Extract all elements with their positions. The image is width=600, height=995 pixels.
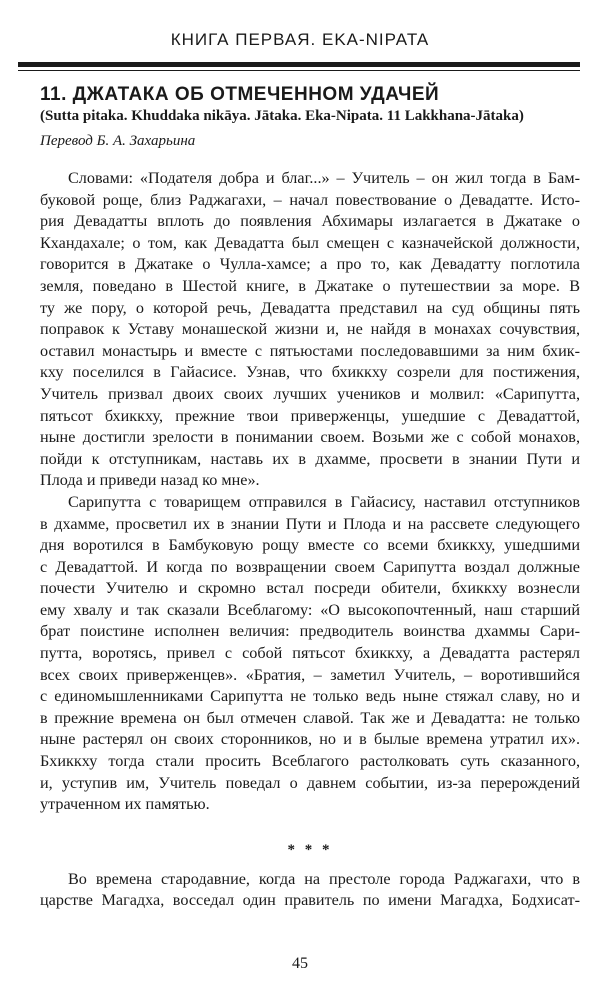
translator-credit: Перевод Б. А. Захарьина: [40, 133, 196, 149]
chapter-title: 11. ДЖАТАКА ОБ ОТМЕЧЕННОМ УДАЧЕЙ: [40, 84, 440, 105]
text-line: Плода и приведи назад ко мне».: [40, 471, 260, 490]
text-line: Сарипутта с товарищем отправился в Гайасису, наставил отступников: [68, 492, 580, 511]
text-line: царстве Магадха, восседал один правитель по имени Магадха, Бодхисат-: [40, 891, 580, 910]
text-line: рия Девадатты вплоть до появления Абхимары излагается в Джатаке о: [40, 212, 580, 231]
paragraph-2: [40, 492, 580, 816]
text-line: поправок к Уставу монашеской жизни и, не найдя в монахах сочувствия,: [40, 320, 580, 339]
running-head: КНИГА ПЕРВАЯ. EKA-NIPATA: [170, 30, 430, 49]
text-line: с единомышленниками Сарипутта не только ведь ныне стяжал славу, но и: [40, 687, 580, 706]
chapter-source: (Sutta pitaka. Khuddaka nikāya. Jātaka. Eka-Nipata. 11 Lakkhana-Jātaka): [40, 108, 524, 124]
text-line: Словами: «Подателя добра и благ...» – Учитель – он жил тогда в Бам-: [68, 169, 580, 187]
text-line: дня воротился в Бамбуковую рощу вместе со всеми бхиккху, ушедшими: [40, 536, 580, 555]
text-line: ту же пору, о которой речь, Девадатта представил на суд общины пять: [40, 298, 580, 317]
paragraph-3: [40, 869, 580, 912]
text-line: в дхамме, просветил их в знании Пути и Плода и на рассвете следующего: [40, 514, 580, 533]
section-separator: * * *: [287, 841, 333, 858]
text-line: пойди к отступникам, наставь их в дхамме, просвети в знании Пути и: [40, 449, 580, 468]
text-line: ныне растерял он своих сторонников, но и в былые времена утратил их».: [40, 730, 580, 749]
header-rule-thin: [18, 70, 580, 71]
text-line: утраченном их памятью.: [40, 795, 210, 814]
text-line: буковой роще, близ Раджагахи, – начал повествование о Девадатте. Исто-: [40, 190, 580, 209]
text-line: Кхандахале; о том, как Девадатта был смещен с казначейской должности,: [40, 233, 580, 252]
text-line: ему хвалу и так сказали Всеблагому: «О высокопочтенный, наш старший: [40, 600, 580, 619]
text-line: ныне достигли зрелости в понимании своем. Возьми же с собой монахов,: [40, 428, 580, 447]
paragraph-1: [40, 168, 580, 492]
text-line: всех своих приверженцев». «Братия, – заметил Учитель, – воротившийся: [40, 665, 580, 684]
text-line: брат поистине исполнен величия: предводитель воинства дхаммы Сари-: [40, 622, 580, 641]
text-line: Учитель призвал двоих своих лучших учеников и молвил: «Сарипутта,: [40, 384, 580, 403]
text-line: земля, поведано в Шестой книге, в Джатаке о путешествии за море. В: [40, 276, 580, 295]
text-line: Бхиккху тогда стали просить Всеблагого растолковать суть сказанного,: [40, 752, 580, 771]
text-line: пятьсот бхиккху, прежние твои приверженцы, ушедшие с Девадаттой,: [40, 406, 580, 425]
text-line: почести Учителю и скромно встал посреди обители, бхиккху вознесли: [40, 579, 580, 598]
text-line: и, уступив им, Учитель поведал о давнем событии, из-за перерождений: [40, 773, 580, 792]
text-line: оставил монастырь и вместе с пятьюстами последовавшими за ним бхик-: [40, 341, 580, 360]
text-line: в прежние времена он был отмечен славой. Так же и Девадатта: не только: [40, 708, 580, 727]
text-line: кху поселился в Гайасисе. Узнав, что бхиккху созрели для постижения,: [40, 363, 580, 382]
text-line: Во времена стародавние, когда на престоле города Раджагахи, что в: [68, 869, 580, 888]
page-content: [40, 84, 580, 912]
page-number: 45: [292, 955, 308, 972]
header-rule-thick: [18, 62, 580, 67]
text-line: путта, воротясь, привел с собой пятьсот бхиккху, а Девадатта растерял: [40, 644, 580, 663]
text-line: говорится в Джатаке о Чулла-хамсе; а про то, как Девадатту поглотила: [40, 255, 580, 274]
text-line: с Девадаттой. И когда по возвращении своем Сарипутта воздал должные: [40, 557, 580, 576]
